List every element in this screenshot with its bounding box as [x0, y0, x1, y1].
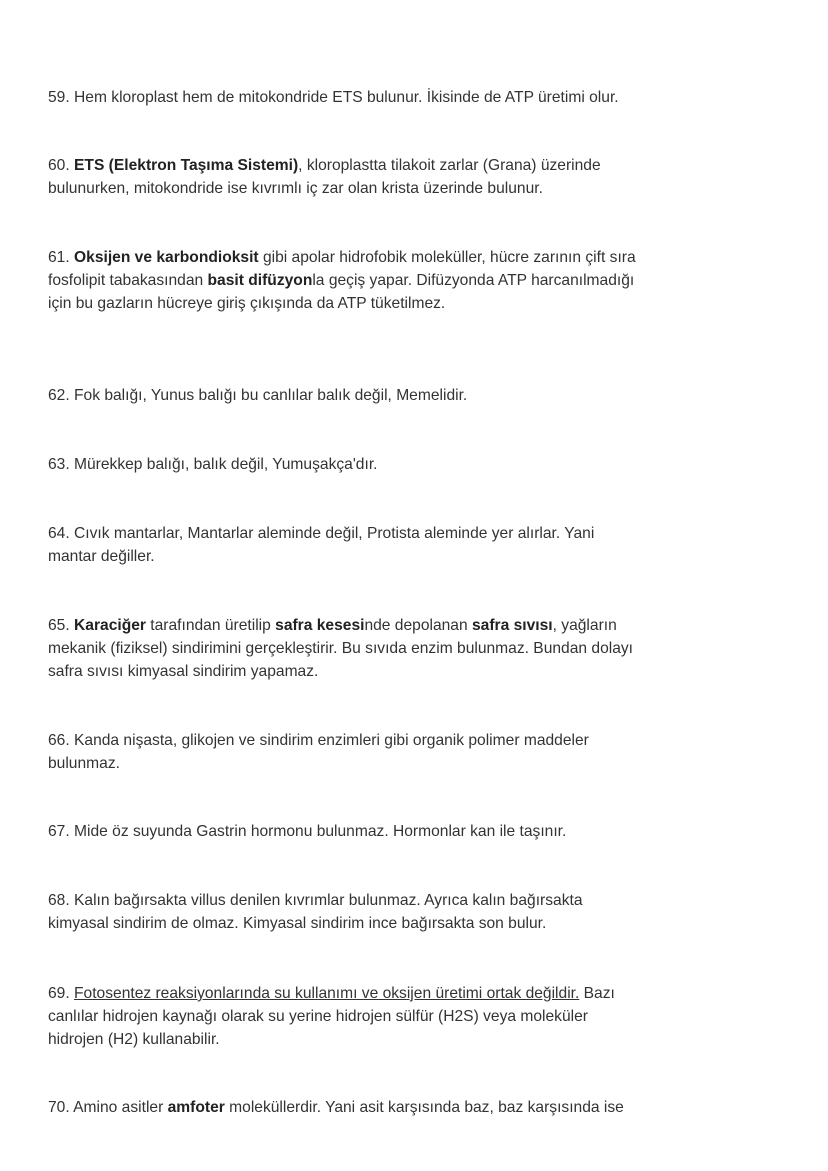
bold-term: amfoter — [167, 1099, 225, 1116]
text-line — [48, 889, 708, 912]
bold-term: Karaciğer — [74, 617, 146, 634]
paragraph-67 — [48, 820, 708, 843]
text-line — [48, 1005, 708, 1028]
text-segment: , kloroplastta tilakoit zarlar (Grana) üzerinde — [298, 157, 601, 174]
text-segment: Bazı — [579, 985, 615, 1002]
paragraph-62 — [48, 384, 708, 407]
text-segment: için bu gazların hücreye giriş çıkışında da ATP tüketilmez. — [48, 295, 446, 312]
paragraph-69 — [48, 982, 708, 1051]
text-segment: la geçiş yapar. Difüzyonda ATP harcanılmadığı — [312, 272, 635, 289]
text-segment: 64. Cıvık mantarlar, Mantarlar aleminde değil, Protista aleminde yer alırlar. Yani — [48, 525, 595, 542]
text-segment: moleküllerdir. Yani asit karşısında baz, baz karşısında ise — [224, 1099, 624, 1116]
text-segment: 63. Mürekkep balığı, balık değil, Yumuşakça'dır. — [48, 456, 378, 473]
text-segment: bulunurken, mitokondride ise kıvrımlı iç zar olan krista üzerinde bulunur. — [48, 180, 543, 197]
paragraph-70 — [48, 1096, 708, 1119]
text-line — [48, 545, 708, 568]
paragraph-66 — [48, 729, 708, 775]
text-line — [48, 637, 708, 660]
paragraph-60 — [48, 154, 708, 200]
bold-term: safra kesesi — [275, 617, 365, 634]
paragraph-63 — [48, 453, 708, 476]
text-segment: 68. Kalın bağırsakta villus denilen kıvrımlar bulunmaz. Ayrıca kalın bağırsakta — [48, 892, 583, 909]
paragraph-59 — [48, 86, 708, 109]
text-segment: 60. — [48, 157, 75, 174]
text-segment: kimyasal sindirim de olmaz. Kimyasal sindirim ince bağırsakta son bulur. — [48, 915, 547, 932]
text-segment: 70. Amino asitler — [48, 1099, 168, 1116]
text-segment: safra sıvısı kimyasal sindirim yapamaz. — [48, 663, 319, 680]
text-segment: 61. — [48, 249, 75, 266]
text-segment: 65. — [48, 617, 75, 634]
text-segment: fosfolipit tabakasından — [48, 272, 208, 289]
text-line — [48, 1028, 708, 1051]
text-line — [48, 1096, 708, 1119]
text-line — [48, 384, 708, 407]
text-segment: 69. — [48, 985, 75, 1002]
text-line — [48, 292, 708, 315]
paragraph-64 — [48, 522, 708, 568]
text-line — [48, 660, 708, 683]
text-line — [48, 269, 708, 292]
text-segment: nde depolanan — [364, 617, 472, 634]
text-line — [48, 614, 708, 637]
bold-term: safra sıvısı — [471, 617, 553, 634]
paragraph-68 — [48, 889, 708, 935]
text-segment: bulunmaz. — [48, 755, 120, 772]
text-segment: gibi apolar hidrofobik moleküller, hücre zarının çift sıra — [258, 249, 636, 266]
text-line — [48, 729, 708, 752]
paragraph-65 — [48, 614, 708, 683]
text-segment: tarafından üretilip — [145, 617, 276, 634]
text-line — [48, 154, 708, 177]
text-segment: mantar değiller. — [48, 548, 155, 565]
text-line — [48, 912, 708, 935]
text-segment: hidrojen (H2) kullanabilir. — [48, 1031, 220, 1048]
bold-term: ETS (Elektron Taşıma Sistemi) — [74, 157, 299, 174]
text-line — [48, 246, 708, 269]
text-line — [48, 752, 708, 775]
underlined-statement: Fotosentez reaksiyonlarında su kullanımı ve oksijen üretimi ortak değildir. — [74, 985, 580, 1002]
text-line — [48, 86, 708, 109]
text-segment: 62. Fok balığı, Yunus balığı bu canlılar balık değil, Memelidir. — [48, 387, 468, 404]
text-line — [48, 982, 708, 1005]
text-line — [48, 820, 708, 843]
paragraph-61 — [48, 246, 708, 315]
bold-term: Oksijen ve karbondioksit — [74, 249, 259, 266]
text-segment: , yağların — [552, 617, 617, 634]
bold-term: basit difüzyon — [207, 272, 313, 289]
text-segment: mekanik (fiziksel) sindirimini gerçekleştirir. Bu sıvıda enzim bulunmaz. Bundan dolayı — [48, 640, 634, 657]
text-line — [48, 522, 708, 545]
text-segment: canlılar hidrojen kaynağı olarak su yerine hidrojen sülfür (H2S) veya moleküler — [48, 1008, 588, 1025]
text-segment: 66. Kanda nişasta, glikojen ve sindirim enzimleri gibi organik polimer maddeler — [48, 732, 589, 749]
text-line — [48, 453, 708, 476]
text-segment: 67. Mide öz suyunda Gastrin hormonu bulunmaz. Hormonlar kan ile taşınır. — [48, 823, 567, 840]
text-line — [48, 177, 708, 200]
text-segment: 59. Hem kloroplast hem de mitokondride ETS bulunur. İkisinde de ATP üretimi olur. — [48, 89, 619, 106]
